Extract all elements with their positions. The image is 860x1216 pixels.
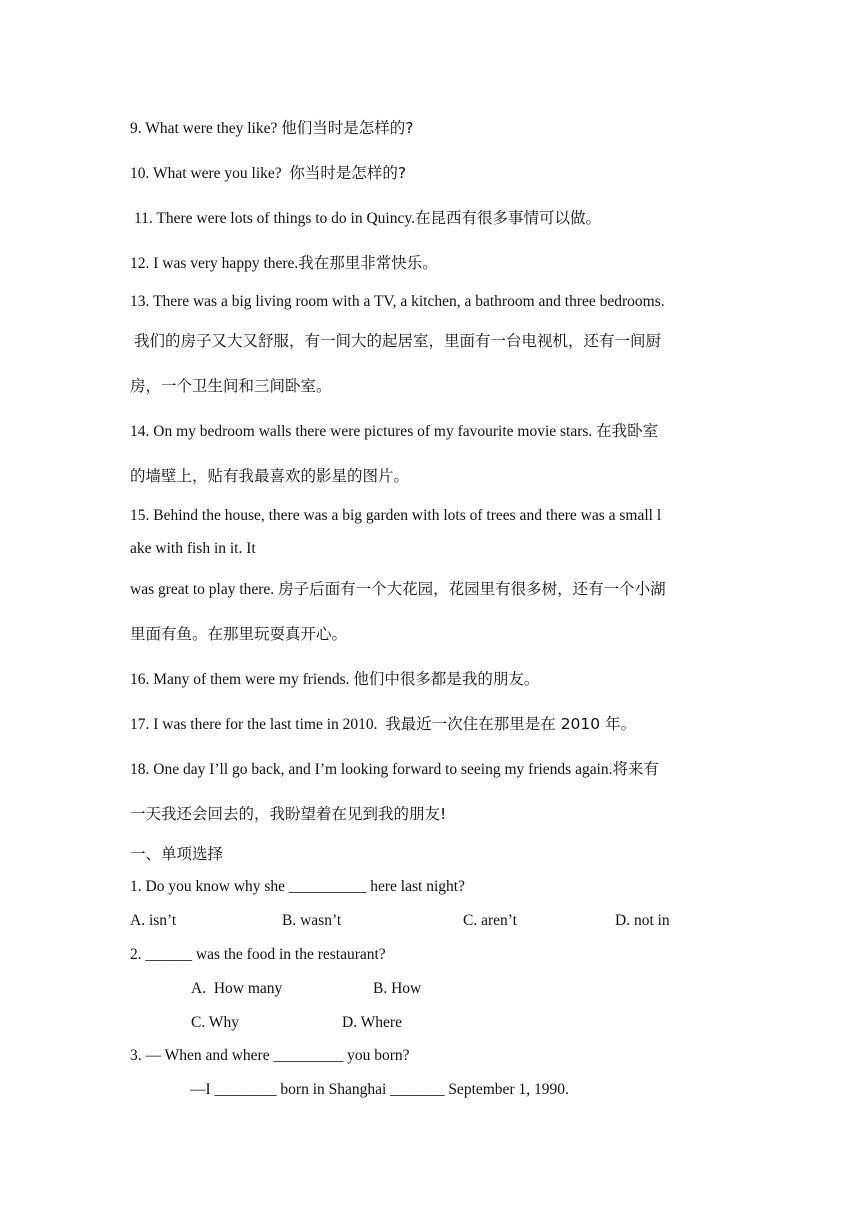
question-1-option-a: A. isn’t [130,912,177,929]
sentence-13-zh-line1: 我们的房子又大又舒服，有一间大的起居室，里面有一台电视机，还有一间厨 [134,332,662,350]
sentence-15-line3 [130,579,666,600]
sentence-15-zh-line1: 房子后面有一个大花园，花园里有很多树，还有一个小湖 [278,580,666,598]
question-2-option-b: B. How [373,980,422,997]
question-3-stem: 3. — When and where _________ you born? [130,1047,410,1064]
sentence-16 [130,669,539,690]
sentence-9-en: 9. What were they like? [130,120,278,137]
sentence-16-zh: 他们中很多都是我的朋友。 [353,670,540,688]
sentence-11-en: 11. There were lots of things to do in Quincy. [134,210,415,227]
sentence-18-en: 18. One day I’ll go back, and I’m looking forward to seeing my friends again. [130,761,613,778]
sentence-15-en-line2: ake with fish in it. It [130,540,256,557]
sentence-17-zh: 我最近一次住在那里是在 2010 年。 [385,715,637,733]
sentence-15-en-line3: was great to play there. [130,581,275,598]
sentence-16-en: 16. Many of them were my friends. [130,671,350,688]
sentence-9 [130,118,413,139]
question-1-stem: 1. Do you know why she __________ here last night? [130,878,465,895]
sentence-18 [130,759,659,780]
question-2-option-a: A. How many [191,980,283,997]
sentence-11 [134,208,601,229]
sentence-17-en: 17. I was there for the last time in 2010. [130,716,378,733]
sentence-12 [130,253,438,274]
question-2-option-d: D. Where [342,1014,402,1031]
question-1-option-b: B. wasn’t [282,912,342,929]
sentence-12-zh: 我在那里非常快乐。 [298,254,438,272]
sentence-10-zh: 你当时是怎样的? [289,164,407,182]
sentence-14-zh-line1: 在我卧室 [596,422,659,440]
sentence-18-zh-line2: 一天我还会回去的，我盼望着在见到我的朋友! [130,805,447,823]
sentence-17 [130,714,636,735]
section-title: 一、单项选择 [130,845,224,863]
question-1-option-c: C. aren’t [463,912,517,929]
sentence-9-zh: 他们当时是怎样的? [281,119,414,137]
sentence-14 [130,421,658,442]
sentence-10 [130,163,406,184]
sentence-12-en: 12. I was very happy there. [130,255,299,272]
sentence-13-zh-line2: 房，一个卫生间和三间卧室。 [130,377,332,395]
sentence-13-en: 13. There was a big living room with a TV, a kitchen, a bathroom and three bedrooms. [130,293,665,310]
sentence-11-zh: 在昆西有很多事情可以做。 [414,209,601,227]
sentence-18-zh-line1: 将来有 [612,760,660,778]
sentence-14-zh-line2: 的墙壁上，贴有我最喜欢的影星的图片。 [130,467,410,485]
sentence-15-zh-line2: 里面有鱼。在那里玩耍真开心。 [130,625,348,643]
sentence-15-en-line1: 15. Behind the house, there was a big garden with lots of trees and there was a small l [130,507,662,524]
sentence-14-en: 14. On my bedroom walls there were pictures of my favourite movie stars. [130,423,593,440]
question-1-option-d: D. not in [615,912,670,929]
question-2-stem: 2. ______ was the food in the restaurant? [130,946,386,963]
question-3-answer-line: —I ________ born in Shanghai _______ September 1, 1990. [190,1081,569,1098]
sentence-10-en: 10. What were you like? [130,165,282,182]
question-2-option-c: C. Why [191,1014,239,1031]
